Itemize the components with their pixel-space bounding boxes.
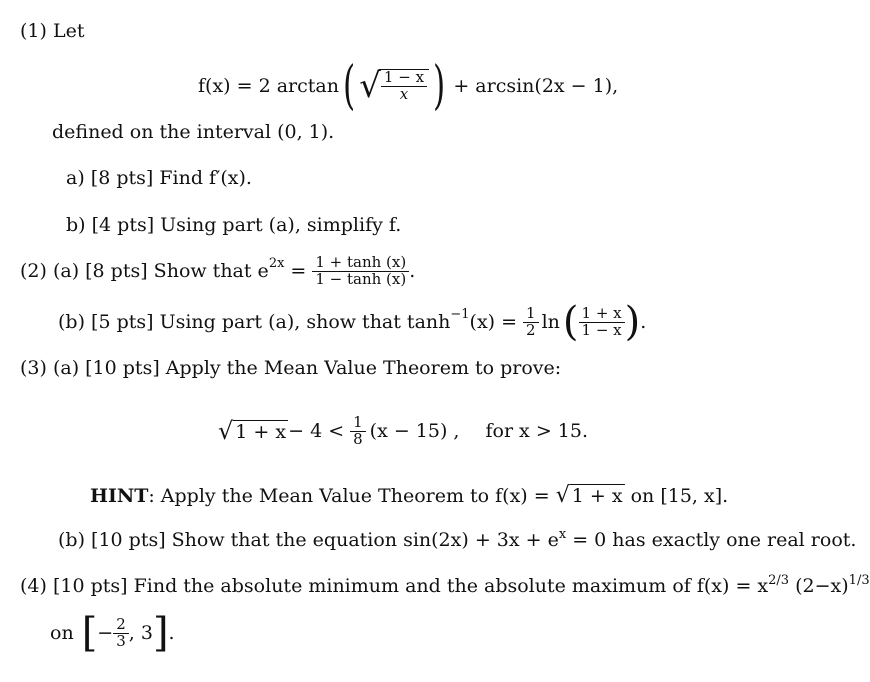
- p2b-fraction: [579, 303, 625, 339]
- p2a-denominator: 1 − tanh (x): [312, 271, 409, 288]
- p4-minus: −: [97, 622, 114, 644]
- frac-denominator: x: [381, 86, 427, 103]
- p2b-half-den: 2: [523, 322, 539, 339]
- formula-lhs: f(x) = 2 arctan: [198, 75, 339, 97]
- p4-right-bracket: ]: [152, 610, 169, 656]
- p4-text: (4) [10 pts] Find the absolute minimum and the absolute maximum of f(x) = x: [20, 575, 769, 597]
- problem-2-part-b: [58, 296, 646, 348]
- left-paren: (: [343, 56, 356, 116]
- interval-text: defined on the interval (0, 1).: [52, 121, 335, 143]
- p2a-prefix: (2) (a) [8 pts] Show that e: [20, 260, 269, 282]
- problem-1-formula: [198, 46, 618, 126]
- problem-1-part-b: b) [4 pts] Using part (a), simplify f.: [66, 214, 402, 236]
- p4-mid: (2−x): [789, 575, 849, 597]
- hint-line: HINT: Apply the Mean Value Theorem to f(x) = √ 1 + x on [15, x].: [90, 483, 729, 508]
- p2a-end: .: [409, 260, 416, 282]
- ineq-fraction: [350, 412, 366, 448]
- p4-frac-den: 3: [113, 633, 129, 650]
- problem-4: [20, 575, 870, 597]
- problem-3-part-a: (3) (a) [10 pts] Apply the Mean Value Theorem to prove:: [20, 357, 562, 379]
- sqrt-expression: √ $\frac{1 - x}{x}$: [359, 66, 429, 106]
- right-paren: ): [433, 56, 446, 116]
- problem-1-part-a: a) [8 pts] Find f′(x).: [66, 167, 252, 189]
- p2b-exponent: −1: [450, 306, 470, 322]
- p2a-equals: =: [290, 260, 307, 282]
- formula-rhs: + arcsin(2x − 1),: [453, 75, 619, 97]
- p4-frac-num: 2: [116, 614, 126, 633]
- p3b-text: (b) [10 pts] Show that the equation sin(2x) + 3x + e: [58, 529, 559, 551]
- ineq-sqrt-arg: 1 + x: [235, 420, 287, 443]
- hint-end: on [15, x].: [624, 485, 729, 507]
- p2b-numerator: 1 + x: [581, 303, 622, 322]
- hint-label: HINT: [90, 485, 149, 507]
- p3b-exponent: x: [558, 527, 567, 542]
- p2b-mid: (x) =: [469, 311, 518, 333]
- p2a-fraction: [312, 252, 409, 288]
- p2b-ln: ln: [541, 311, 560, 333]
- problem-3-part-b: [58, 529, 856, 551]
- p2b-prefix: (b) [5 pts] Using part (a), show that tanh: [58, 311, 451, 333]
- ineq-rhs: (x − 15) ,: [369, 420, 460, 442]
- ineq-frac-num: 1: [353, 412, 363, 431]
- ineq-mid: − 4 <: [288, 420, 345, 442]
- frac-numerator: 1 − x: [383, 68, 425, 87]
- ineq-condition: for x > 15.: [485, 420, 588, 442]
- hint-text: : Apply the Mean Value Theorem to f(x) =: [148, 485, 556, 507]
- p2a-numerator: 1 + tanh (x): [315, 252, 407, 271]
- hint-sqrt-arg: 1 + x: [571, 485, 623, 507]
- ineq-frac-den: 8: [350, 431, 366, 448]
- p4-on-label: on: [50, 622, 74, 644]
- problem-3-inequality: √ 1 + x − 4 < $\frac{1}{8}$ (x − 15) , for x > 15.: [218, 412, 588, 448]
- p4-fraction: [113, 614, 129, 650]
- p2b-half-num: 1: [526, 303, 536, 322]
- p2b-end: .: [640, 311, 647, 333]
- p4-exp2: 1/3: [848, 573, 870, 588]
- p4-left-bracket: [: [81, 610, 98, 656]
- problem-1-label: (1) Let: [20, 20, 85, 42]
- p2b-denominator: 1 − x: [579, 322, 625, 339]
- p2b-left-paren: (: [562, 299, 579, 345]
- problem-2-part-a: [20, 244, 415, 298]
- p3b-end: = 0 has exactly one real root.: [566, 529, 857, 551]
- p2a-exponent: 2x: [268, 255, 285, 271]
- p2b-half: [523, 303, 539, 339]
- p4-comma-three: , 3: [128, 622, 153, 644]
- p4-exp1: 2/3: [768, 573, 790, 588]
- problem-4-interval: on [ − $\frac{2}{3}$ , 3 ] .: [50, 610, 175, 656]
- p2b-right-paren: ): [624, 299, 641, 345]
